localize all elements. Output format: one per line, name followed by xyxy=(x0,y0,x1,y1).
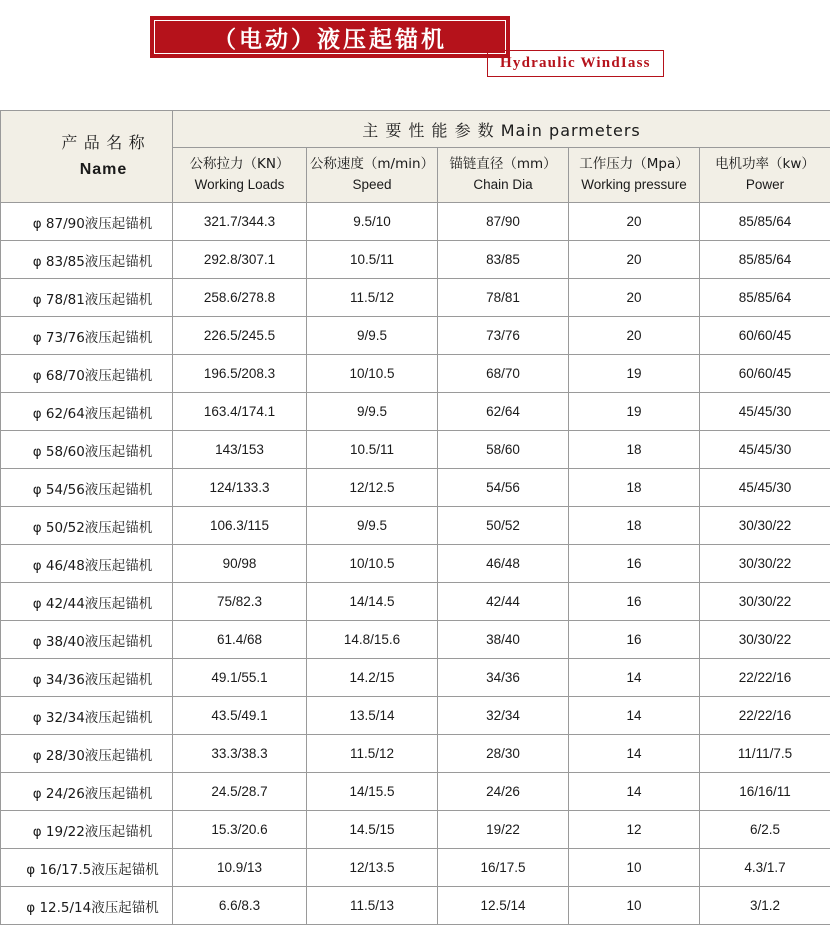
cell-speed: 10.5/11 xyxy=(307,241,438,279)
cell-product-name: φ 19/22液压起锚机 xyxy=(1,811,173,849)
cell-speed: 9/9.5 xyxy=(307,507,438,545)
spec-table-body xyxy=(1,203,830,925)
cell-speed: 9/9.5 xyxy=(307,317,438,355)
cell-product-name: φ 34/36液压起锚机 xyxy=(1,659,173,697)
cell-power: 85/85/64 xyxy=(700,279,830,317)
table-row xyxy=(1,697,830,735)
cell-power: 6/2.5 xyxy=(700,811,830,849)
page-title-en: Hydraulic WindIass xyxy=(500,55,651,71)
cell-chain-dia: 68/70 xyxy=(438,355,569,393)
cell-speed: 10.5/11 xyxy=(307,431,438,469)
cell-product-name: φ 62/64液压起锚机 xyxy=(1,393,173,431)
cell-chain-dia: 24/26 xyxy=(438,773,569,811)
table-row xyxy=(1,431,830,469)
cell-product-name: φ 28/30液压起锚机 xyxy=(1,735,173,773)
table-row xyxy=(1,659,830,697)
cell-power: 45/45/30 xyxy=(700,469,830,507)
column-header-speed-cn: 公称速度（m/min） xyxy=(309,156,435,173)
cell-working-pressure: 18 xyxy=(569,507,700,545)
column-header-working-pressure-en: Working pressure xyxy=(581,177,687,192)
column-header-chain-dia-cn: 锚链直径（mm） xyxy=(449,156,557,173)
cell-chain-dia: 62/64 xyxy=(438,393,569,431)
cell-speed: 12/13.5 xyxy=(307,849,438,887)
cell-working-pressure: 16 xyxy=(569,583,700,621)
cell-chain-dia: 78/81 xyxy=(438,279,569,317)
cell-chain-dia: 46/48 xyxy=(438,545,569,583)
cell-working-pressure: 16 xyxy=(569,545,700,583)
column-header-working-pressure xyxy=(569,148,700,203)
cell-chain-dia: 54/56 xyxy=(438,469,569,507)
cell-working-loads: 196.5/208.3 xyxy=(173,355,307,393)
cell-power: 30/30/22 xyxy=(700,583,830,621)
cell-product-name: φ 24/26液压起锚机 xyxy=(1,773,173,811)
cell-speed: 14.5/15 xyxy=(307,811,438,849)
cell-speed: 10/10.5 xyxy=(307,355,438,393)
spec-table xyxy=(0,110,830,925)
cell-product-name: φ 32/34液压起锚机 xyxy=(1,697,173,735)
column-header-power-cn: 电机功率（kw） xyxy=(715,156,815,173)
cell-speed: 13.5/14 xyxy=(307,697,438,735)
column-group-header-main-parameters: 主 要 性 能 参 数 Main parmeters xyxy=(173,111,830,148)
cell-power: 22/22/16 xyxy=(700,659,830,697)
column-header-working-loads-cn: 公称拉力（KN） xyxy=(189,156,290,173)
cell-working-pressure: 14 xyxy=(569,735,700,773)
cell-working-pressure: 19 xyxy=(569,393,700,431)
cell-product-name: φ 16/17.5液压起锚机 xyxy=(1,849,173,887)
cell-product-name: φ 68/70液压起锚机 xyxy=(1,355,173,393)
cell-power: 4.3/1.7 xyxy=(700,849,830,887)
page-header xyxy=(0,0,830,110)
cell-power: 30/30/22 xyxy=(700,545,830,583)
cell-power: 60/60/45 xyxy=(700,317,830,355)
cell-speed: 14.2/15 xyxy=(307,659,438,697)
cell-chain-dia: 34/36 xyxy=(438,659,569,697)
table-row xyxy=(1,317,830,355)
cell-working-pressure: 20 xyxy=(569,317,700,355)
table-row xyxy=(1,241,830,279)
cell-working-loads: 49.1/55.1 xyxy=(173,659,307,697)
cell-working-loads: 6.6/8.3 xyxy=(173,887,307,925)
cell-product-name: φ 50/52液压起锚机 xyxy=(1,507,173,545)
cell-product-name: φ 58/60液压起锚机 xyxy=(1,431,173,469)
cell-working-pressure: 20 xyxy=(569,241,700,279)
cell-working-loads: 106.3/115 xyxy=(173,507,307,545)
cell-power: 16/16/11 xyxy=(700,773,830,811)
cell-working-loads: 43.5/49.1 xyxy=(173,697,307,735)
cell-chain-dia: 16/17.5 xyxy=(438,849,569,887)
column-header-chain-dia xyxy=(438,148,569,203)
column-header-chain-dia-en: Chain Dia xyxy=(473,177,533,192)
cell-chain-dia: 19/22 xyxy=(438,811,569,849)
table-row xyxy=(1,583,830,621)
cell-working-pressure: 18 xyxy=(569,469,700,507)
cell-speed: 14/15.5 xyxy=(307,773,438,811)
page-title-cn: （电动）液压起锚机 xyxy=(213,26,447,53)
cell-working-loads: 124/133.3 xyxy=(173,469,307,507)
cell-power: 85/85/64 xyxy=(700,241,830,279)
cell-working-loads: 15.3/20.6 xyxy=(173,811,307,849)
cell-speed: 14/14.5 xyxy=(307,583,438,621)
table-row xyxy=(1,469,830,507)
cell-working-pressure: 20 xyxy=(569,203,700,241)
table-row xyxy=(1,735,830,773)
cell-power: 11/11/7.5 xyxy=(700,735,830,773)
table-row xyxy=(1,507,830,545)
cell-product-name: φ 46/48液压起锚机 xyxy=(1,545,173,583)
cell-power: 30/30/22 xyxy=(700,621,830,659)
header-row-group xyxy=(1,111,830,148)
table-row xyxy=(1,887,830,925)
title-en-box xyxy=(487,50,664,77)
cell-working-loads: 292.8/307.1 xyxy=(173,241,307,279)
cell-working-loads: 10.9/13 xyxy=(173,849,307,887)
cell-working-loads: 226.5/245.5 xyxy=(173,317,307,355)
column-header-name xyxy=(1,111,173,203)
cell-working-pressure: 20 xyxy=(569,279,700,317)
table-row xyxy=(1,849,830,887)
cell-working-loads: 163.4/174.1 xyxy=(173,393,307,431)
cell-working-pressure: 14 xyxy=(569,697,700,735)
column-header-speed xyxy=(307,148,438,203)
title-banner xyxy=(150,16,510,58)
cell-product-name: φ 83/85液压起锚机 xyxy=(1,241,173,279)
column-header-working-loads-en: Working Loads xyxy=(194,177,285,192)
cell-working-pressure: 14 xyxy=(569,659,700,697)
cell-speed: 12/12.5 xyxy=(307,469,438,507)
table-row xyxy=(1,545,830,583)
column-header-working-loads xyxy=(173,148,307,203)
cell-working-pressure: 16 xyxy=(569,621,700,659)
spec-table-head xyxy=(1,111,830,203)
cell-working-loads: 90/98 xyxy=(173,545,307,583)
cell-speed: 11.5/12 xyxy=(307,279,438,317)
cell-product-name: φ 87/90液压起锚机 xyxy=(1,203,173,241)
cell-speed: 9.5/10 xyxy=(307,203,438,241)
column-header-working-pressure-cn: 工作压力（Mpa） xyxy=(579,156,689,173)
cell-chain-dia: 32/34 xyxy=(438,697,569,735)
cell-working-pressure: 19 xyxy=(569,355,700,393)
cell-speed: 9/9.5 xyxy=(307,393,438,431)
cell-chain-dia: 83/85 xyxy=(438,241,569,279)
table-row xyxy=(1,621,830,659)
cell-power: 60/60/45 xyxy=(700,355,830,393)
cell-power: 30/30/22 xyxy=(700,507,830,545)
cell-power: 22/22/16 xyxy=(700,697,830,735)
cell-product-name: φ 73/76液压起锚机 xyxy=(1,317,173,355)
cell-chain-dia: 42/44 xyxy=(438,583,569,621)
cell-speed: 10/10.5 xyxy=(307,545,438,583)
cell-product-name: φ 38/40液压起锚机 xyxy=(1,621,173,659)
title-banner-inner xyxy=(154,20,506,54)
cell-chain-dia: 58/60 xyxy=(438,431,569,469)
cell-chain-dia: 50/52 xyxy=(438,507,569,545)
cell-working-pressure: 12 xyxy=(569,811,700,849)
cell-speed: 14.8/15.6 xyxy=(307,621,438,659)
cell-working-loads: 321.7/344.3 xyxy=(173,203,307,241)
cell-speed: 11.5/12 xyxy=(307,735,438,773)
cell-working-pressure: 14 xyxy=(569,773,700,811)
column-header-power xyxy=(700,148,830,203)
column-header-speed-en: Speed xyxy=(352,177,392,192)
cell-product-name: φ 42/44液压起锚机 xyxy=(1,583,173,621)
cell-working-loads: 75/82.3 xyxy=(173,583,307,621)
cell-chain-dia: 28/30 xyxy=(438,735,569,773)
cell-working-loads: 258.6/278.8 xyxy=(173,279,307,317)
cell-power: 3/1.2 xyxy=(700,887,830,925)
cell-chain-dia: 12.5/14 xyxy=(438,887,569,925)
cell-product-name: φ 12.5/14液压起锚机 xyxy=(1,887,173,925)
table-row xyxy=(1,811,830,849)
cell-working-pressure: 10 xyxy=(569,849,700,887)
table-row xyxy=(1,203,830,241)
cell-speed: 11.5/13 xyxy=(307,887,438,925)
cell-working-pressure: 10 xyxy=(569,887,700,925)
cell-power: 85/85/64 xyxy=(700,203,830,241)
cell-working-loads: 143/153 xyxy=(173,431,307,469)
cell-power: 45/45/30 xyxy=(700,393,830,431)
spec-table-wrapper xyxy=(0,110,830,925)
table-row xyxy=(1,773,830,811)
cell-working-loads: 33.3/38.3 xyxy=(173,735,307,773)
table-row xyxy=(1,279,830,317)
cell-chain-dia: 38/40 xyxy=(438,621,569,659)
cell-power: 45/45/30 xyxy=(700,431,830,469)
cell-product-name: φ 78/81液压起锚机 xyxy=(1,279,173,317)
cell-working-loads: 24.5/28.7 xyxy=(173,773,307,811)
column-header-name-en: Name xyxy=(79,160,128,178)
cell-working-loads: 61.4/68 xyxy=(173,621,307,659)
cell-chain-dia: 73/76 xyxy=(438,317,569,355)
column-header-power-en: Power xyxy=(745,177,785,192)
table-row xyxy=(1,355,830,393)
cell-working-pressure: 18 xyxy=(569,431,700,469)
column-header-name-cn: 产 品 名 称 xyxy=(61,134,146,152)
cell-chain-dia: 87/90 xyxy=(438,203,569,241)
table-row xyxy=(1,393,830,431)
cell-product-name: φ 54/56液压起锚机 xyxy=(1,469,173,507)
